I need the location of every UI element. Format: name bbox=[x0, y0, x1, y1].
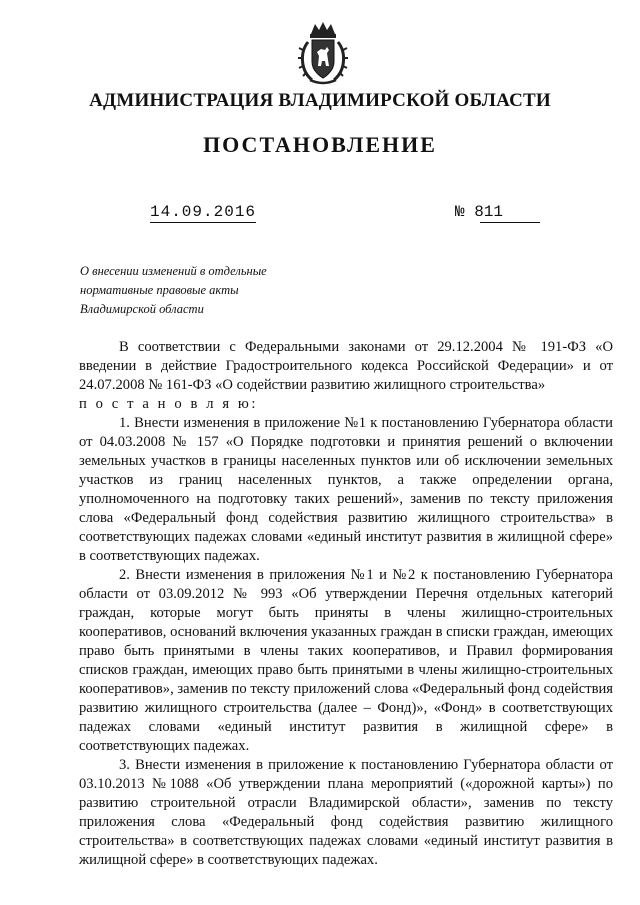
document-subject bbox=[80, 262, 290, 319]
number-underline bbox=[480, 222, 540, 223]
subject-line: Владимирской области bbox=[80, 302, 204, 316]
decree-word bbox=[79, 395, 613, 414]
document-type: ПОСТАНОВЛЕНИЕ bbox=[203, 132, 437, 157]
document-number: № 811 bbox=[455, 203, 504, 221]
date-underline bbox=[150, 222, 256, 223]
clause-1: 1. Внести изменения в приложение №1 к постановлению Губернатора области от 04.03.2008 № 157 «О Порядке подготовки и принятия решений о включении земельных участков в границы населенных пунктов или об исключении земельных участков из границ населенных пунктов, а также определении органа, уполномоченного на подготовку таких решений», заменив по тексту приложения слова «Федеральный фонд содействия развитию жилищного строительства» в соответствующих падежах словами «единый институт развития в жилищной сфере» в соответствующих падежах. bbox=[79, 415, 613, 564]
clause-2: 2. Внести изменения в приложения №1 и №2 к постановлению Губернатора области от 03.09.2012 № 993 «Об утверждении Перечня отдельных категорий граждан, которые могут быть приняты в члены жилищно-строительных кооперативов, оснований включения указанных граждан в списки граждан, имеющих право быть принятыми в члены таких кооперативов, и Правил формирования списков граждан, имеющих право быть принятыми в члены жилищно-строительных кооперативов», заменив по тексту приложений слова «Федеральный фонд содействия развитию жилищного строительства (далее – Фонд)», «Фонд» в соответствующих падежах словами «единый институт развития в жилищной сфере» в соответствующих падежах. bbox=[79, 567, 613, 754]
clause-3: 3. Внести изменения в приложение к постановлению Губернатора области от 03.10.2013 №1088 «Об утверждении плана мероприятий («дорожной карты») по развитию строительной отрасли Владимирской области», заменив по тексту приложения слова «Федеральный фонд содействия развитию жилищного строительства» в соответствующих падежах словами «единый институт развития в жилищной сфере» в соответствующих падежах. bbox=[79, 757, 613, 868]
organization-title: АДМИНИСТРАЦИЯ ВЛАДИМИРСКОЙ ОБЛАСТИ bbox=[89, 90, 551, 111]
document-date: 14.09.2016 bbox=[150, 203, 257, 221]
preamble bbox=[79, 338, 613, 395]
subject-line: нормативные правовые акты bbox=[80, 283, 239, 297]
document-body bbox=[79, 338, 613, 870]
coat-of-arms-icon bbox=[298, 20, 348, 86]
preamble-text: В соответствии с Федеральными законами от 29.12.2004 № 191-ФЗ «О введении в действие Градостроительного кодекса Российской Федерации» и от 24.07.2008 № 161-ФЗ «О содействии развитию жилищного строительства» bbox=[79, 339, 613, 393]
decree-word-text: п о с т а н о в л я ю: bbox=[79, 396, 259, 412]
subject-line: О внесении изменений в отдельные bbox=[80, 264, 267, 278]
